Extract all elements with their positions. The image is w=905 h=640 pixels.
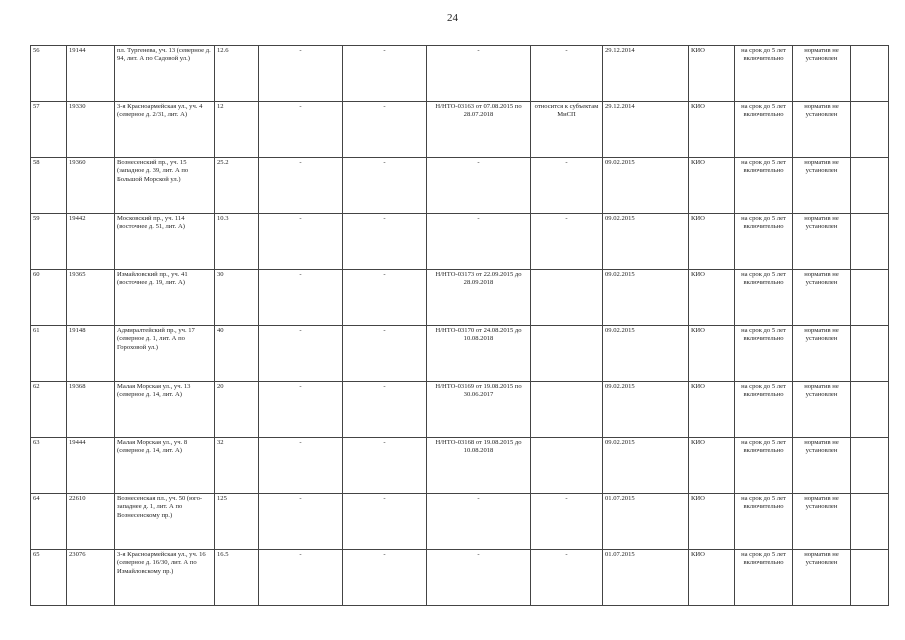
cell-code: 19368: [67, 382, 115, 438]
cell-address: Вознесенский пр., уч. 15 (западное д. 39, лит. А по Большой Морской ул.): [115, 158, 215, 214]
cell-norm: норматив не установлен: [793, 382, 851, 438]
cell-date: 09.02.2015: [603, 270, 689, 326]
table-row: [31, 158, 889, 214]
cell-col5: -: [259, 270, 343, 326]
cell-area: 125: [215, 494, 259, 550]
cell-note: -: [531, 46, 603, 102]
cell-address: Вознесенская пл., уч. 50 (юго-западнее д. 1, лит. А по Вознесенскому пр.): [115, 494, 215, 550]
cell-row-number: 62: [31, 382, 67, 438]
cell-code: 19144: [67, 46, 115, 102]
table-row: [31, 438, 889, 494]
cell-col6: -: [343, 158, 427, 214]
cell-code: 19442: [67, 214, 115, 270]
cell-address: 3-я Красноармейская ул., уч. 4 (северное д. 2/31, лит. А): [115, 102, 215, 158]
register-table: [30, 45, 889, 606]
cell-row-number: 64: [31, 494, 67, 550]
cell-note: [531, 382, 603, 438]
cell-date: 01.07.2015: [603, 494, 689, 550]
cell-organization: КИО: [689, 270, 735, 326]
cell-permit: -: [427, 494, 531, 550]
table-row: [31, 102, 889, 158]
cell-code: 23076: [67, 550, 115, 606]
cell-organization: КИО: [689, 550, 735, 606]
cell-term: на срок до 5 лет включительно: [735, 494, 793, 550]
cell-norm: норматив не установлен: [793, 214, 851, 270]
cell-address: 3-я Красноармейская ул., уч. 16 (северное д. 16/30, лит. А по Измайловскому пр.): [115, 550, 215, 606]
cell-note: -: [531, 214, 603, 270]
cell-col5: -: [259, 158, 343, 214]
cell-term: на срок до 5 лет включительно: [735, 382, 793, 438]
cell-area: 40: [215, 326, 259, 382]
cell-last: [851, 326, 889, 382]
cell-note: относится к субъектам МиСП: [531, 102, 603, 158]
cell-address: Измайловский пр., уч. 41 (восточнее д. 19, лит. А): [115, 270, 215, 326]
cell-code: 22610: [67, 494, 115, 550]
cell-col6: -: [343, 494, 427, 550]
cell-term: на срок до 5 лет включительно: [735, 550, 793, 606]
cell-area: 32: [215, 438, 259, 494]
cell-permit: Н/НТО-03169 от 19.08.2015 по 30.06.2017: [427, 382, 531, 438]
cell-permit: Н/НТО-03170 от 24.08.2015 до 10.08.2018: [427, 326, 531, 382]
cell-last: [851, 102, 889, 158]
cell-col6: -: [343, 326, 427, 382]
cell-note: [531, 326, 603, 382]
cell-norm: норматив не установлен: [793, 270, 851, 326]
cell-date: 29.12.2014: [603, 102, 689, 158]
cell-term: на срок до 5 лет включительно: [735, 158, 793, 214]
cell-permit: -: [427, 158, 531, 214]
cell-col6: -: [343, 214, 427, 270]
table-row: [31, 326, 889, 382]
table-body: [31, 46, 889, 606]
cell-organization: КИО: [689, 494, 735, 550]
cell-term: на срок до 5 лет включительно: [735, 270, 793, 326]
cell-area: 12.6: [215, 46, 259, 102]
cell-norm: норматив не установлен: [793, 158, 851, 214]
cell-col5: -: [259, 438, 343, 494]
cell-code: 19365: [67, 270, 115, 326]
cell-term: на срок до 5 лет включительно: [735, 438, 793, 494]
cell-col6: -: [343, 270, 427, 326]
cell-norm: норматив не установлен: [793, 438, 851, 494]
cell-row-number: 65: [31, 550, 67, 606]
cell-area: 10.3: [215, 214, 259, 270]
cell-row-number: 56: [31, 46, 67, 102]
cell-col6: -: [343, 46, 427, 102]
cell-col5: -: [259, 382, 343, 438]
cell-date: 09.02.2015: [603, 326, 689, 382]
cell-note: [531, 270, 603, 326]
cell-col6: -: [343, 382, 427, 438]
cell-last: [851, 158, 889, 214]
cell-organization: КИО: [689, 46, 735, 102]
cell-date: 09.02.2015: [603, 214, 689, 270]
cell-permit: -: [427, 214, 531, 270]
cell-area: 20: [215, 382, 259, 438]
cell-col6: -: [343, 102, 427, 158]
cell-col5: -: [259, 102, 343, 158]
cell-address: Московский пр., уч. 114 (восточнее д. 51, лит. А): [115, 214, 215, 270]
table-row: [31, 382, 889, 438]
cell-address: Малая Морская ул., уч. 13 (северное д. 14, лит. А): [115, 382, 215, 438]
cell-organization: КИО: [689, 214, 735, 270]
table-row: [31, 46, 889, 102]
cell-area: 16.5: [215, 550, 259, 606]
cell-row-number: 57: [31, 102, 67, 158]
cell-date: 09.02.2015: [603, 438, 689, 494]
cell-col5: -: [259, 326, 343, 382]
cell-permit: -: [427, 46, 531, 102]
cell-address: Малая Морская ул., уч. 8 (северное д. 14, лит. А): [115, 438, 215, 494]
cell-row-number: 61: [31, 326, 67, 382]
cell-date: 09.02.2015: [603, 382, 689, 438]
table-row: [31, 270, 889, 326]
table-row: [31, 550, 889, 606]
cell-norm: норматив не установлен: [793, 550, 851, 606]
page-number: 24: [447, 12, 458, 24]
cell-col5: -: [259, 550, 343, 606]
cell-last: [851, 382, 889, 438]
cell-last: [851, 214, 889, 270]
cell-term: на срок до 5 лет включительно: [735, 102, 793, 158]
cell-area: 12: [215, 102, 259, 158]
cell-organization: КИО: [689, 382, 735, 438]
cell-last: [851, 494, 889, 550]
cell-permit: Н/НТО-03163 от 07.08.2015 по 28.07.2018: [427, 102, 531, 158]
cell-term: на срок до 5 лет включительно: [735, 46, 793, 102]
cell-area: 30: [215, 270, 259, 326]
cell-col5: -: [259, 494, 343, 550]
cell-norm: норматив не установлен: [793, 102, 851, 158]
cell-row-number: 60: [31, 270, 67, 326]
cell-row-number: 59: [31, 214, 67, 270]
cell-date: 09.02.2015: [603, 158, 689, 214]
cell-organization: КИО: [689, 158, 735, 214]
cell-permit: Н/НТО-03168 от 19.08.2015 до 10.08.2018: [427, 438, 531, 494]
table-row: [31, 214, 889, 270]
cell-term: на срок до 5 лет включительно: [735, 326, 793, 382]
cell-note: -: [531, 494, 603, 550]
cell-norm: норматив не установлен: [793, 494, 851, 550]
cell-last: [851, 438, 889, 494]
cell-address: пл. Тургенева, уч. 13 (северное д. 94, лит. А по Садовой ул.): [115, 46, 215, 102]
cell-col6: -: [343, 550, 427, 606]
cell-permit: Н/НТО-03173 от 22.09.2015 до 28.09.2018: [427, 270, 531, 326]
table-row: [31, 494, 889, 550]
cell-note: [531, 438, 603, 494]
cell-row-number: 63: [31, 438, 67, 494]
cell-address: Адмиралтейский пр., уч. 17 (северное д. 1, лит. А по Гороховой ул.): [115, 326, 215, 382]
cell-last: [851, 270, 889, 326]
cell-col6: -: [343, 438, 427, 494]
cell-date: 01.07.2015: [603, 550, 689, 606]
cell-col5: -: [259, 46, 343, 102]
cell-code: 19444: [67, 438, 115, 494]
cell-organization: КИО: [689, 326, 735, 382]
cell-organization: КИО: [689, 438, 735, 494]
cell-code: 19330: [67, 102, 115, 158]
cell-norm: норматив не установлен: [793, 326, 851, 382]
cell-note: -: [531, 158, 603, 214]
cell-norm: норматив не установлен: [793, 46, 851, 102]
cell-last: [851, 46, 889, 102]
cell-code: 19148: [67, 326, 115, 382]
cell-col5: -: [259, 214, 343, 270]
cell-term: на срок до 5 лет включительно: [735, 214, 793, 270]
cell-organization: КИО: [689, 102, 735, 158]
cell-row-number: 58: [31, 158, 67, 214]
cell-permit: -: [427, 550, 531, 606]
cell-code: 19360: [67, 158, 115, 214]
cell-area: 25.2: [215, 158, 259, 214]
cell-note: -: [531, 550, 603, 606]
cell-last: [851, 550, 889, 606]
cell-date: 29.12.2014: [603, 46, 689, 102]
